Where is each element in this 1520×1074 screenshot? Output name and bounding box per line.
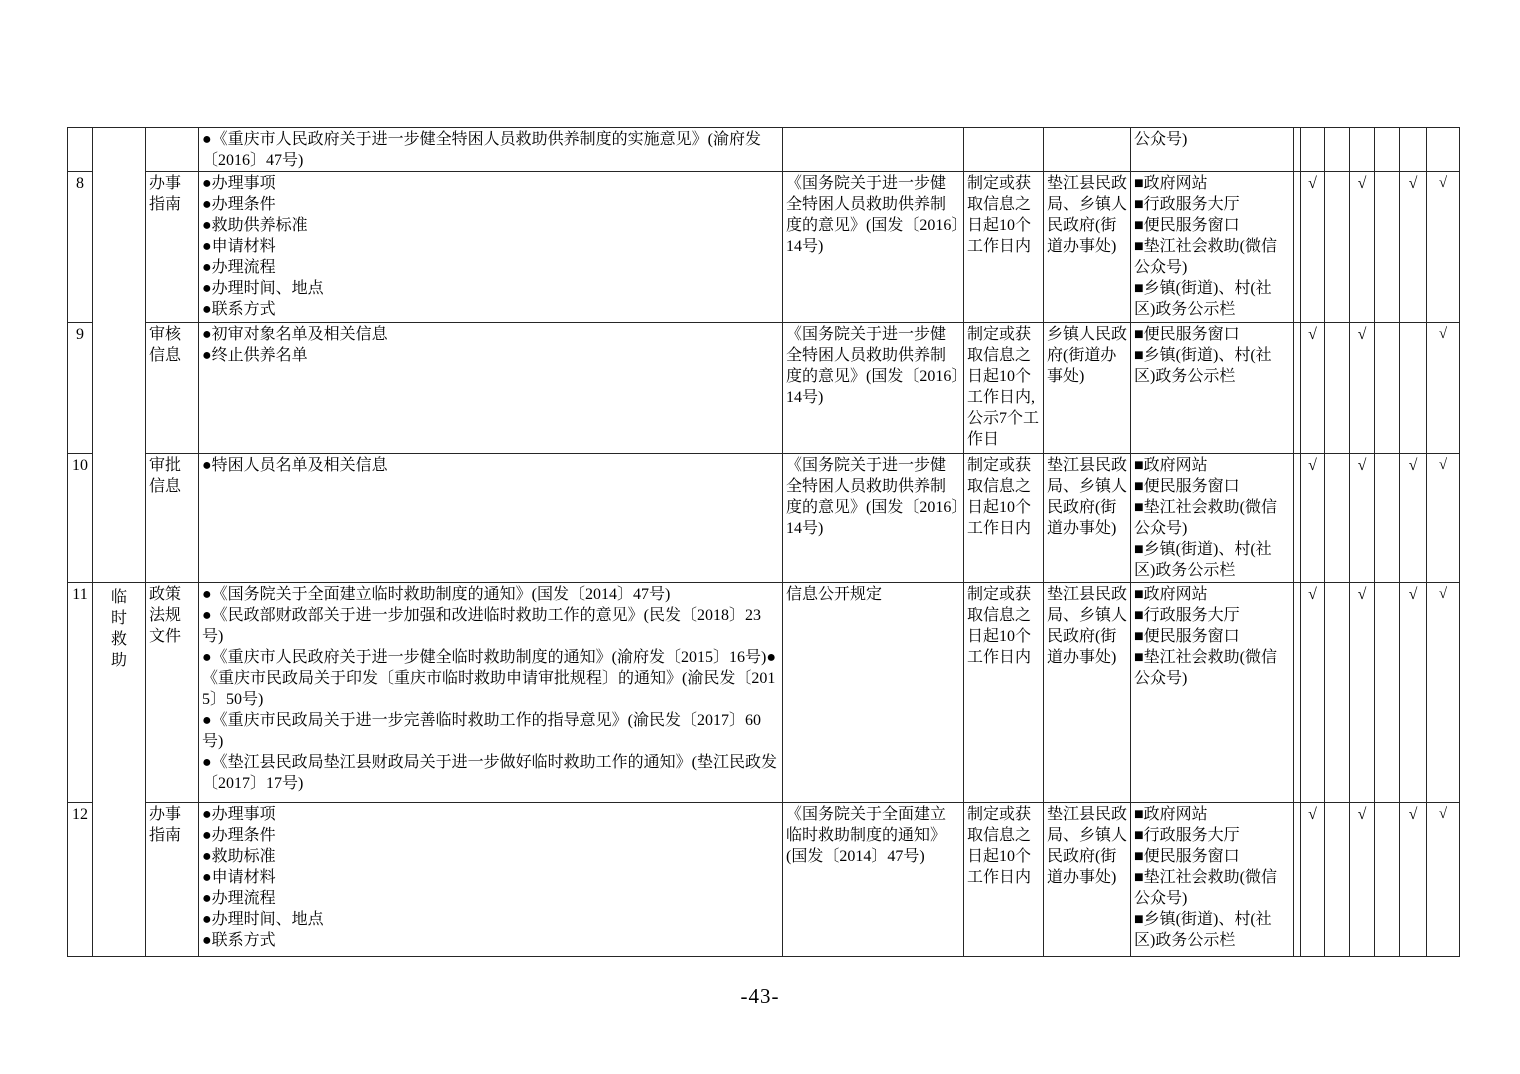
check-cell: √ xyxy=(1350,454,1375,583)
level2-cell: 办事指南 xyxy=(146,803,199,957)
content-item: ●办理条件 xyxy=(202,827,276,844)
content-cell xyxy=(199,323,783,454)
basis-cell: 《国务院关于进一步健全特困人员救助供养制度的意见》(国发〔2016〕14号) xyxy=(783,172,964,323)
seq-cell: 11 xyxy=(68,583,93,803)
content-item: ●办理事项 xyxy=(202,175,276,192)
level2-cell: 审核信息 xyxy=(146,323,199,454)
level2-cell: 办事指南 xyxy=(146,172,199,323)
table-row xyxy=(68,172,1460,323)
check-cell xyxy=(1294,172,1301,323)
basis-cell: 《国务院关于进一步健全特困人员救助供养制度的意见》(国发〔2016〕14号) xyxy=(783,454,964,583)
seq-cell: 12 xyxy=(68,803,93,957)
channel-item: ■乡镇(街道)、村(社区)政务公示栏 xyxy=(1134,911,1272,949)
check-cell xyxy=(1325,454,1350,583)
channel-item: ■政府网站 xyxy=(1134,457,1208,474)
table-row xyxy=(68,803,1460,957)
check-cell: √ xyxy=(1427,172,1460,323)
check-cell: √ xyxy=(1301,323,1325,454)
channel-item: ■行政服务大厅 xyxy=(1134,607,1240,624)
content-cell xyxy=(199,454,783,583)
check-cell xyxy=(1294,323,1301,454)
check-cell xyxy=(1400,128,1427,172)
channel-item: ■垫江社会救助(微信公众号) xyxy=(1134,869,1277,907)
level1-cell xyxy=(93,128,146,583)
disclosure-table-body xyxy=(68,128,1460,957)
table-row xyxy=(68,128,1460,172)
deadline-cell: 制定或获取信息之日起10个工作日内 xyxy=(964,803,1044,957)
check-cell xyxy=(1294,583,1301,803)
channel-item: ■政府网站 xyxy=(1134,586,1208,603)
content-item: ●《重庆市人民政府关于进一步健全特困人员救助供养制度的实施意见》(渝府发〔2016〕47号) xyxy=(202,131,761,169)
check-cell: √ xyxy=(1400,803,1427,957)
check-cell: √ xyxy=(1350,172,1375,323)
check-cell: √ xyxy=(1301,172,1325,323)
content-item: ●《民政部财政部关于进一步加强和改进临时救助工作的意见》(民发〔2018〕23号) xyxy=(202,607,761,645)
check-cell xyxy=(1375,128,1400,172)
check-cell xyxy=(1294,128,1301,172)
content-item: ●办理事项 xyxy=(202,806,276,823)
agent-cell: 乡镇人民政府(街道办事处) xyxy=(1044,323,1131,454)
content-item: ●《国务院关于全面建立临时救助制度的通知》(国发〔2014〕47号) xyxy=(202,586,671,603)
check-cell: √ xyxy=(1427,454,1460,583)
check-cell: √ xyxy=(1427,803,1460,957)
channel-item: ■便民服务窗口 xyxy=(1134,217,1240,234)
channel-item: ■便民服务窗口 xyxy=(1134,628,1240,645)
channel-item: ■行政服务大厅 xyxy=(1134,196,1240,213)
content-item: ●办理时间、地点 xyxy=(202,911,324,928)
channel-item: ■便民服务窗口 xyxy=(1134,848,1240,865)
content-item: ●特困人员名单及相关信息 xyxy=(202,457,388,474)
check-cell: √ xyxy=(1301,583,1325,803)
channels-cell xyxy=(1131,803,1294,957)
check-cell: √ xyxy=(1350,803,1375,957)
deadline-cell: 制定或获取信息之日起10个工作日内,公示7个工作日 xyxy=(964,323,1044,454)
channels-cell xyxy=(1131,323,1294,454)
page-number: -43- xyxy=(740,984,780,1008)
check-cell xyxy=(1301,128,1325,172)
check-cell: √ xyxy=(1400,583,1427,803)
check-cell: √ xyxy=(1400,454,1427,583)
channels-cell xyxy=(1131,172,1294,323)
channel-item: 公众号) xyxy=(1134,131,1188,148)
deadline-cell: 制定或获取信息之日起10个工作日内 xyxy=(964,583,1044,803)
check-cell xyxy=(1427,128,1460,172)
channel-item: ■垫江社会救助(微信公众号) xyxy=(1134,499,1277,537)
check-cell xyxy=(1325,172,1350,323)
seq-cell: 10 xyxy=(68,454,93,583)
basis-cell xyxy=(783,128,964,172)
check-cell: √ xyxy=(1350,323,1375,454)
check-cell: √ xyxy=(1350,583,1375,803)
channel-item: ■垫江社会救助(微信公众号) xyxy=(1134,649,1277,687)
content-item: ●初审对象名单及相关信息 xyxy=(202,326,388,343)
content-item: ●《重庆市人民政府关于进一步健全临时救助制度的通知》(渝府发〔2015〕16号)●《重庆市民政局关于印发〔重庆市临时救助申请审批规程〕的通知》(渝民发〔2015〕50号) xyxy=(202,649,776,708)
deadline-cell xyxy=(964,128,1044,172)
seq-cell xyxy=(68,128,93,172)
content-item: ●《垫江县民政局垫江县财政局关于进一步做好临时救助工作的通知》(垫江民政发〔2017〕17号) xyxy=(202,754,777,792)
content-cell xyxy=(199,172,783,323)
seq-cell: 9 xyxy=(68,323,93,454)
check-cell xyxy=(1294,454,1301,583)
content-item: ●办理流程 xyxy=(202,259,276,276)
agent-cell: 垫江县民政局、乡镇人民政府(街道办事处) xyxy=(1044,172,1131,323)
check-cell xyxy=(1375,323,1400,454)
content-item: ●救助供养标准 xyxy=(202,217,308,234)
basis-cell: 《国务院关于全面建立临时救助制度的通知》(国发〔2014〕47号) xyxy=(783,803,964,957)
check-cell: √ xyxy=(1301,454,1325,583)
content-item: ●《重庆市民政局关于进一步完善临时救助工作的指导意见》(渝民发〔2017〕60号) xyxy=(202,712,761,750)
deadline-cell: 制定或获取信息之日起10个工作日内 xyxy=(964,172,1044,323)
check-cell xyxy=(1325,323,1350,454)
basis-cell: 《国务院关于进一步健全特困人员救助供养制度的意见》(国发〔2016〕14号) xyxy=(783,323,964,454)
level2-cell: 政策法规文件 xyxy=(146,583,199,803)
content-cell xyxy=(199,128,783,172)
basis-cell: 信息公开规定 xyxy=(783,583,964,803)
check-cell xyxy=(1294,803,1301,957)
content-item: ●办理时间、地点 xyxy=(202,280,324,297)
channel-item: ■行政服务大厅 xyxy=(1134,827,1240,844)
check-cell xyxy=(1325,803,1350,957)
channel-item: ■政府网站 xyxy=(1134,175,1208,192)
channel-item: ■垫江社会救助(微信公众号) xyxy=(1134,238,1277,276)
agent-cell: 垫江县民政局、乡镇人民政府(街道办事处) xyxy=(1044,454,1131,583)
level1-label: 临时救助 xyxy=(110,589,127,669)
table-row xyxy=(68,583,1460,803)
channel-item: ■乡镇(街道)、村(社区)政务公示栏 xyxy=(1134,280,1272,318)
channel-item: ■政府网站 xyxy=(1134,806,1208,823)
table-row xyxy=(68,454,1460,583)
content-item: ●联系方式 xyxy=(202,301,276,318)
deadline-cell: 制定或获取信息之日起10个工作日内 xyxy=(964,454,1044,583)
channels-cell xyxy=(1131,128,1294,172)
check-cell: √ xyxy=(1301,803,1325,957)
table-row xyxy=(68,323,1460,454)
content-item: ●申请材料 xyxy=(202,869,276,886)
channels-cell xyxy=(1131,454,1294,583)
check-cell xyxy=(1325,128,1350,172)
agent-cell xyxy=(1044,128,1131,172)
check-cell xyxy=(1400,323,1427,454)
check-cell: √ xyxy=(1400,172,1427,323)
level2-cell xyxy=(146,128,199,172)
disclosure-table xyxy=(67,127,1460,957)
channels-cell xyxy=(1131,583,1294,803)
content-cell xyxy=(199,803,783,957)
level2-cell: 审批信息 xyxy=(146,454,199,583)
check-cell: √ xyxy=(1427,583,1460,803)
agent-cell: 垫江县民政局、乡镇人民政府(街道办事处) xyxy=(1044,803,1131,957)
seq-cell: 8 xyxy=(68,172,93,323)
channel-item: ■便民服务窗口 xyxy=(1134,478,1240,495)
content-item: ●办理条件 xyxy=(202,196,276,213)
check-cell xyxy=(1375,803,1400,957)
content-item: ●救助标准 xyxy=(202,848,276,865)
check-cell xyxy=(1375,454,1400,583)
channel-item: ■便民服务窗口 xyxy=(1134,326,1240,343)
content-cell xyxy=(199,583,783,803)
check-cell xyxy=(1325,583,1350,803)
channel-item: ■乡镇(街道)、村(社区)政务公示栏 xyxy=(1134,541,1272,579)
check-cell xyxy=(1375,172,1400,323)
content-item: ●终止供养名单 xyxy=(202,347,308,364)
check-cell xyxy=(1350,128,1375,172)
content-item: ●申请材料 xyxy=(202,238,276,255)
check-cell: √ xyxy=(1427,323,1460,454)
check-cell xyxy=(1375,583,1400,803)
content-item: ●办理流程 xyxy=(202,890,276,907)
agent-cell: 垫江县民政局、乡镇人民政府(街道办事处) xyxy=(1044,583,1131,803)
content-item: ●联系方式 xyxy=(202,932,276,949)
channel-item: ■乡镇(街道)、村(社区)政务公示栏 xyxy=(1134,347,1272,385)
level1-cell xyxy=(93,583,146,957)
